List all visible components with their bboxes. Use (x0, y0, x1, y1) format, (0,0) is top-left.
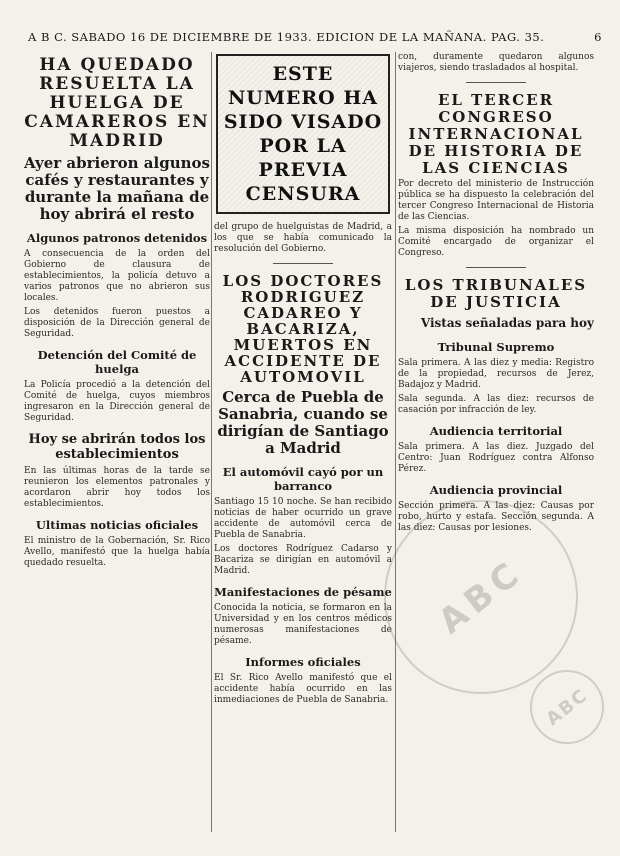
section-heading: Tribunal Supremo (437, 340, 555, 354)
article-paragraph: con, duramente quedaron algunos viajeros, siendo trasladados al hospital. (398, 52, 594, 73)
column-3 (398, 52, 594, 847)
section-heading: Informes oficiales (245, 655, 361, 669)
subhead-accident: Cerca de Puebla de Sanabria, cuando se dirigían de Santiago a Madrid (217, 388, 389, 457)
article-paragraph: El ministro de la Gobernación, Sr. Rico Avello, manifestó que la huelga había quedado resuelta. (24, 536, 210, 568)
section-heading: Detención del Comité de huelga (37, 348, 197, 376)
article-paragraph: Los detenidos fueron puestos a disposición de la Dirección general de Seguridad. (24, 307, 210, 339)
section-heading: Hoy se abrirán todos los establecimientos (28, 432, 206, 462)
section-heading: Audiencia provincial (429, 483, 563, 497)
subhead-strike: Ayer abrieron algunos cafés y restaurantes y durante la mañana de hoy abrirá el resto (24, 154, 210, 223)
section-heading: Ultimas noticias oficiales (35, 518, 199, 532)
article-paragraph: Por decreto del ministerio de Instrucción pública se ha dispuesto la celebración del tercer Congreso Internacional de Historia de las Ciencias. (398, 179, 594, 222)
headline-accident: LOS DOCTORES RODRIGUEZ CADAREO Y BACARIZA, MUERTOS EN ACCIDENTE DE AUTOMOVIL (222, 272, 384, 386)
subhead-tribunals: Vistas señaladas para hoy (420, 316, 594, 330)
article-paragraph: Sala primera. A las diez. Juzgado del Centro: Juan Rodríguez contra Alfonso Pérez. (398, 442, 594, 474)
article-paragraph: La Policía procedió a la detención del Comité de huelga, cuyos miembros ingresaron en la Dirección general de Seguridad. (24, 380, 210, 423)
header-dateline: A B C. SABADO 16 DE DICIEMBRE DE 1933. EDICION DE LA MAÑANA. PAG. 35. (28, 30, 545, 44)
article-paragraph: del grupo de huelguistas de Madrid, a los que se había comunicado la resolución del Gobierno. (214, 222, 392, 254)
article-paragraph: En las últimas horas de la tarde se reunieron los elementos patronales y acordaron abrir hoy todos los establecimientos. (24, 466, 210, 509)
article-paragraph: Conocida la noticia, se formaron en la Universidad y en los centros médicos numerosas manifestaciones de pésame. (214, 603, 392, 646)
section-heading: Algunos patronos detenidos (26, 231, 208, 245)
ornament-divider (398, 78, 594, 88)
article-paragraph: La misma disposición ha nombrado un Comité encargado de organizar el Congreso. (398, 226, 594, 258)
headline-strike: HA QUEDADO RESUELTA LA HUELGA DE CAMAREROS EN MADRID (24, 55, 210, 151)
column-1 (24, 52, 210, 847)
section-heading: El automóvil cayó por un barranco (222, 465, 384, 493)
section-heading: Audiencia territorial (429, 424, 563, 438)
column-rule (211, 52, 212, 832)
column-2 (214, 52, 392, 842)
article-paragraph: Sala segunda. A las diez: recursos de casación por infracción de ley. (398, 394, 594, 415)
ornament-divider (214, 259, 392, 269)
censorship-notice: ESTE NUMERO HA SIDO VISADO POR LA PREVIA CENSURA (216, 54, 390, 214)
page-header (28, 30, 602, 46)
headline-congress: EL TERCER CONGRESO INTERNACIONAL DE HISTORIA DE LAS CIENCIAS (408, 91, 584, 177)
page-number: 6 (594, 30, 602, 44)
ornament-divider (398, 263, 594, 273)
article-paragraph: Santiago 15 10 noche. Se han recibido noticias de haber ocurrido un grave accidente de automóvil cerca de Puebla de Sanabria. (214, 497, 392, 540)
article-paragraph: El Sr. Rico Avello manifestó que el accidente había ocurrido en las inmediaciones de Puebla de Sanabria. (214, 673, 392, 705)
column-rule (395, 52, 396, 832)
watermark-stamp: ABC (345, 461, 617, 733)
watermark-stamp: ABC (515, 655, 619, 759)
headline-tribunals: LOS TRIBUNALES DE JUSTICIA (404, 276, 588, 311)
section-heading: Manifestaciones de pésame (214, 585, 392, 599)
article-paragraph: Sección primera. A las diez: Causas por robo, hurto y estafa. Sección segunda. A las diez: Causas por lesiones. (398, 501, 594, 533)
article-paragraph: Los doctores Rodríguez Cadarso y Bacariza se dirigían en automóvil a Madrid. (214, 544, 392, 576)
article-paragraph: A consecuencia de la orden del Gobierno de clausura de establecimientos, la policía detuvo a varios patronos que no abrieron sus locales. (24, 249, 210, 303)
article-paragraph: Sala primera. A las diez y media: Registro de la propiedad, recursos de Jerez, Badajoz y Madrid. (398, 358, 594, 390)
